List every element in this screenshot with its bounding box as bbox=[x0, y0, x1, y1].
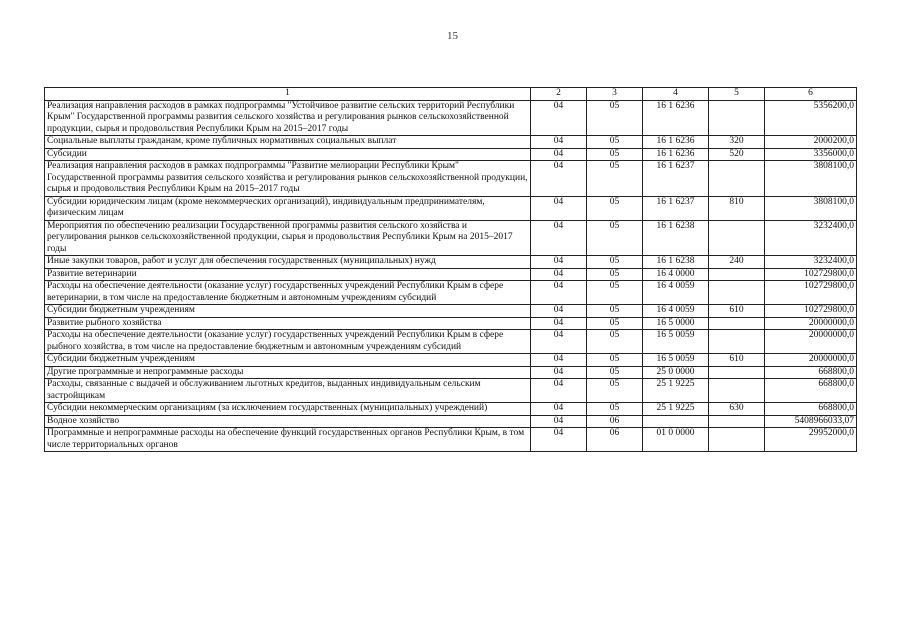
subsection-code-cell: 06 bbox=[587, 428, 643, 452]
expenditure-name-cell: Субсидии юридическим лицам (кроме некоммерческих организаций), индивидуальным предпринимателям, физическим лицам bbox=[45, 196, 531, 220]
section-code-cell: 04 bbox=[531, 196, 587, 220]
subsection-code-cell: 05 bbox=[587, 100, 643, 136]
expenditure-name-cell: Расходы на обеспечение деятельности (оказание услуг) государственных учреждений Республики Крым в сфере ветеринарии, в том числе на предоставление бюджетным и автономным учреждениям субсидий bbox=[45, 281, 531, 305]
expenditure-name-cell: Водное хозяйство bbox=[45, 415, 531, 428]
column-header-4: 4 bbox=[643, 88, 709, 101]
expenditure-name-cell: Реализация направления расходов в рамках подпрограммы "Развитие мелиорации Республики Крым" Государственной программы развития сельского хозяйства и регулирования рынков сельскохозяйственной продукции, сырья и продовольствия Республики Крым на 2015–2017 годы bbox=[45, 161, 531, 197]
target-article-code-cell bbox=[643, 415, 709, 428]
table-row bbox=[45, 403, 857, 416]
expense-type-code-cell: 520 bbox=[709, 148, 765, 161]
target-article-code-cell: 16 1 6237 bbox=[643, 196, 709, 220]
table-row bbox=[45, 330, 857, 354]
section-code-cell: 04 bbox=[531, 317, 587, 330]
section-code-cell: 04 bbox=[531, 330, 587, 354]
amount-cell: 3808100,0 bbox=[765, 196, 857, 220]
target-article-code-cell: 16 4 0059 bbox=[643, 305, 709, 318]
expenditure-name-cell: Программные и непрограммные расходы на обеспечение функций государственных органов Республики Крым, в том числе территориальных органов bbox=[45, 428, 531, 452]
amount-cell: 5356200,0 bbox=[765, 100, 857, 136]
section-code-cell: 04 bbox=[531, 379, 587, 403]
table-row bbox=[45, 354, 857, 367]
expense-type-code-cell bbox=[709, 379, 765, 403]
expenditure-name-cell: Реализация направления расходов в рамках подпрограммы "Устойчивое развитие сельских территорий Республики Крым" Государственной программы развития сельского хозяйства и регулирования рынков сельскохозяйственной продукции, сырья и продовольствия Республики Крым на 2015–2017 годы bbox=[45, 100, 531, 136]
subsection-code-cell: 05 bbox=[587, 366, 643, 379]
table-row bbox=[45, 281, 857, 305]
expenditure-name-cell: Субсидии бюджетным учреждениям bbox=[45, 354, 531, 367]
column-header-2: 2 bbox=[531, 88, 587, 101]
table-row bbox=[45, 220, 857, 256]
expenditure-name-cell: Мероприятия по обеспечению реализации Государственной программы развития сельского хозяйства и регулирования рынков сельскохозяйственной продукции, сырья и продовольствия Республики Крым на 2015–2017 годы bbox=[45, 220, 531, 256]
expense-type-code-cell: 320 bbox=[709, 136, 765, 149]
subsection-code-cell: 05 bbox=[587, 268, 643, 281]
target-article-code-cell: 01 0 0000 bbox=[643, 428, 709, 452]
expense-type-code-cell: 630 bbox=[709, 403, 765, 416]
amount-cell: 102729800,0 bbox=[765, 305, 857, 318]
subsection-code-cell: 05 bbox=[587, 403, 643, 416]
expense-type-code-cell: 240 bbox=[709, 256, 765, 269]
expenditure-name-cell: Развитие рыбного хозяйства bbox=[45, 317, 531, 330]
section-code-cell: 04 bbox=[531, 305, 587, 318]
subsection-code-cell: 06 bbox=[587, 415, 643, 428]
amount-cell: 3808100,0 bbox=[765, 161, 857, 197]
target-article-code-cell: 16 5 0000 bbox=[643, 317, 709, 330]
expense-type-code-cell bbox=[709, 415, 765, 428]
column-header-1: 1 bbox=[45, 88, 531, 101]
target-article-code-cell: 25 1 9225 bbox=[643, 403, 709, 416]
table-row bbox=[45, 415, 857, 428]
expense-type-code-cell bbox=[709, 100, 765, 136]
target-article-code-cell: 25 0 0000 bbox=[643, 366, 709, 379]
amount-cell: 3356000,0 bbox=[765, 148, 857, 161]
subsection-code-cell: 05 bbox=[587, 220, 643, 256]
section-code-cell: 04 bbox=[531, 268, 587, 281]
table-row bbox=[45, 317, 857, 330]
target-article-code-cell: 16 5 0059 bbox=[643, 354, 709, 367]
page-number: 15 bbox=[447, 30, 458, 42]
expenditure-name-cell: Развитие ветеринарии bbox=[45, 268, 531, 281]
section-code-cell: 04 bbox=[531, 415, 587, 428]
expenditure-name-cell: Иные закупки товаров, работ и услуг для обеспечения государственных (муниципальных) нужд bbox=[45, 256, 531, 269]
subsection-code-cell: 05 bbox=[587, 281, 643, 305]
target-article-code-cell: 16 1 6236 bbox=[643, 100, 709, 136]
target-article-code-cell: 16 1 6236 bbox=[643, 148, 709, 161]
expense-type-code-cell bbox=[709, 268, 765, 281]
amount-cell: 20000000,0 bbox=[765, 354, 857, 367]
table-row bbox=[45, 256, 857, 269]
section-code-cell: 04 bbox=[531, 220, 587, 256]
table-row bbox=[45, 379, 857, 403]
subsection-code-cell: 05 bbox=[587, 148, 643, 161]
subsection-code-cell: 05 bbox=[587, 196, 643, 220]
amount-cell: 20000000,0 bbox=[765, 330, 857, 354]
subsection-code-cell: 05 bbox=[587, 317, 643, 330]
table-row bbox=[45, 268, 857, 281]
table-row bbox=[45, 161, 857, 197]
target-article-code-cell: 16 1 6236 bbox=[643, 136, 709, 149]
target-article-code-cell: 25 1 9225 bbox=[643, 379, 709, 403]
expenditure-name-cell: Расходы, связанные с выдачей и обслуживанием льготных кредитов, выданных индивидуальным сельским застройщикам bbox=[45, 379, 531, 403]
expense-type-code-cell: 610 bbox=[709, 305, 765, 318]
expense-type-code-cell bbox=[709, 366, 765, 379]
expense-type-code-cell bbox=[709, 161, 765, 197]
amount-cell: 102729800,0 bbox=[765, 268, 857, 281]
subsection-code-cell: 05 bbox=[587, 305, 643, 318]
table-header-row bbox=[45, 88, 857, 101]
target-article-code-cell: 16 1 6238 bbox=[643, 220, 709, 256]
expense-type-code-cell: 810 bbox=[709, 196, 765, 220]
section-code-cell: 04 bbox=[531, 428, 587, 452]
amount-cell: 3232400,0 bbox=[765, 220, 857, 256]
subsection-code-cell: 05 bbox=[587, 161, 643, 197]
table-row bbox=[45, 305, 857, 318]
column-header-3: 3 bbox=[587, 88, 643, 101]
amount-cell: 668800,0 bbox=[765, 366, 857, 379]
expense-type-code-cell bbox=[709, 428, 765, 452]
amount-cell: 20000000,0 bbox=[765, 317, 857, 330]
expense-type-code-cell bbox=[709, 330, 765, 354]
expenditure-name-cell: Субсидии бюджетным учреждениям bbox=[45, 305, 531, 318]
expense-type-code-cell: 610 bbox=[709, 354, 765, 367]
column-header-5: 5 bbox=[709, 88, 765, 101]
amount-cell: 2000200,0 bbox=[765, 136, 857, 149]
table-row bbox=[45, 196, 857, 220]
subsection-code-cell: 05 bbox=[587, 354, 643, 367]
section-code-cell: 04 bbox=[531, 256, 587, 269]
section-code-cell: 04 bbox=[531, 403, 587, 416]
section-code-cell: 04 bbox=[531, 366, 587, 379]
expense-type-code-cell bbox=[709, 281, 765, 305]
target-article-code-cell: 16 1 6237 bbox=[643, 161, 709, 197]
expenditure-name-cell: Другие программные и непрограммные расходы bbox=[45, 366, 531, 379]
table-row bbox=[45, 148, 857, 161]
expenditure-name-cell: Расходы на обеспечение деятельности (оказание услуг) государственных учреждений Республики Крым в сфере рыбного хозяйства, в том числе на предоставление бюджетным и автономным учреждениям субсидий bbox=[45, 330, 531, 354]
table-row bbox=[45, 428, 857, 452]
expenditure-name-cell: Социальные выплаты гражданам, кроме публичных нормативных социальных выплат bbox=[45, 136, 531, 149]
amount-cell: 668800,0 bbox=[765, 379, 857, 403]
target-article-code-cell: 16 4 0059 bbox=[643, 281, 709, 305]
expense-type-code-cell bbox=[709, 317, 765, 330]
budget-table bbox=[44, 87, 857, 452]
amount-cell: 5408966033,07 bbox=[765, 415, 857, 428]
amount-cell: 102729800,0 bbox=[765, 281, 857, 305]
expenditure-name-cell: Субсидии bbox=[45, 148, 531, 161]
section-code-cell: 04 bbox=[531, 161, 587, 197]
expenditure-name-cell: Субсидии некоммерческим организациям (за исключением государственных (муниципальных) учреждений) bbox=[45, 403, 531, 416]
amount-cell: 668800,0 bbox=[765, 403, 857, 416]
amount-cell: 29952000,0 bbox=[765, 428, 857, 452]
expense-type-code-cell bbox=[709, 220, 765, 256]
subsection-code-cell: 05 bbox=[587, 330, 643, 354]
table-row bbox=[45, 136, 857, 149]
target-article-code-cell: 16 1 6238 bbox=[643, 256, 709, 269]
table-row bbox=[45, 100, 857, 136]
amount-cell: 3232400,0 bbox=[765, 256, 857, 269]
target-article-code-cell: 16 5 0059 bbox=[643, 330, 709, 354]
column-header-6: 6 bbox=[765, 88, 857, 101]
subsection-code-cell: 05 bbox=[587, 379, 643, 403]
subsection-code-cell: 05 bbox=[587, 136, 643, 149]
section-code-cell: 04 bbox=[531, 354, 587, 367]
section-code-cell: 04 bbox=[531, 100, 587, 136]
target-article-code-cell: 16 4 0000 bbox=[643, 268, 709, 281]
section-code-cell: 04 bbox=[531, 136, 587, 149]
section-code-cell: 04 bbox=[531, 148, 587, 161]
section-code-cell: 04 bbox=[531, 281, 587, 305]
subsection-code-cell: 05 bbox=[587, 256, 643, 269]
table-row bbox=[45, 366, 857, 379]
